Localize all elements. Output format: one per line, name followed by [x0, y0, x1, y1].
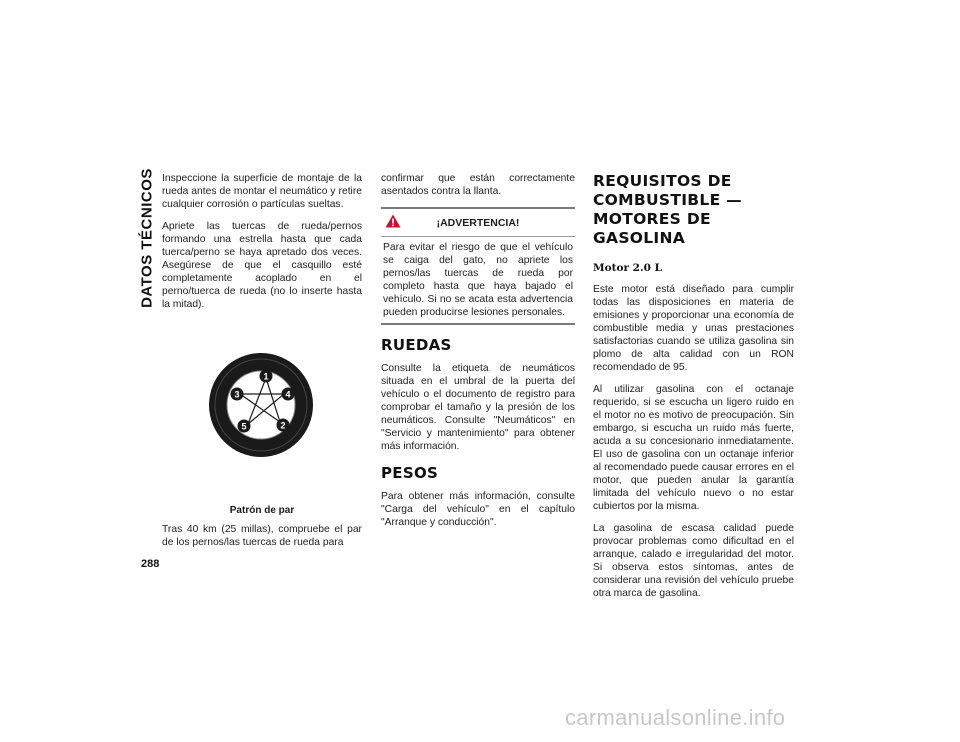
heading-pesos: PESOS [381, 464, 439, 482]
warning-triangle-icon [385, 214, 401, 228]
lug-number-3 [231, 388, 244, 401]
lug-number-4 [282, 388, 295, 401]
paragraph: confirmar que están correctamente asentados contra la llanta. [381, 173, 575, 197]
heading-fuel-requirements: REQUISITOS DE COMBUSTIBLE — MOTORES DE GASOLINA [593, 172, 742, 247]
lug-number-5 [238, 420, 251, 433]
lug-number-2 [277, 419, 290, 432]
svg-text:5: 5 [241, 421, 247, 432]
warning-box [381, 207, 575, 325]
heading-ruedas: RUEDAS [381, 336, 452, 354]
column-1-bottom [162, 523, 362, 549]
column-1 [162, 172, 362, 320]
paragraph: Apriete las tuercas de rueda/pernos formando una estrella hasta que cada tuerca/perno se haya apretado dos veces. Asegúrese de que el casquillo esté completamente acoplado en el perno/tuerca de rueda (no lo inserte hasta la mitad). [162, 221, 362, 310]
figure-caption: Patrón de par [229, 505, 295, 516]
paragraph: La gasolina de escasa calidad puede provocar problemas como dificultad en el arranque, calado e irregularidad del motor. Si observa estos síntomas, antes de considerar una revisión del vehículo pruebe otra marca de gasolina. [593, 523, 794, 599]
paragraph: Este motor está diseñado para cumplir todas las disposiciones en materia de emisiones y proporcionar una economía de combustible media y unas prestaciones satisfactorias cuando se utiliza gasolina sin plomo de alta calidad con un RON recomendado de 95. [593, 284, 794, 373]
torque-pattern-figure [206, 350, 316, 460]
lug-number-1 [260, 370, 273, 383]
svg-text:4: 4 [285, 389, 291, 400]
watermark: carmanualsonline.info [565, 705, 786, 730]
paragraph: Inspeccione la superficie de montaje de la rueda antes de montar el neumático y retire cualquier corrosión o partículas sueltas. [162, 173, 362, 210]
svg-text:3: 3 [234, 389, 240, 400]
warning-header [381, 209, 575, 237]
paragraph: Al utilizar gasolina con el octanaje requerido, si se escucha un ligero ruido en el motor no es motivo de preocupación. Sin embargo, si escucha un ruido más fuerte, acuda a su concesionario inmediatamente. El uso de gasolina con un octanaje inferior al recomendado puede causar errores en el motor, que pueden anular la garantía limitada del vehículo nuevo o no estar cubiertos por la misma. [593, 384, 794, 512]
page-number: 288 [141, 558, 160, 570]
section-title: DATOS TÉCNICOS [138, 168, 156, 308]
subheading-engine: Motor 2.0 L [593, 262, 662, 274]
column-2 [381, 172, 575, 538]
warning-text: Para evitar el riesgo de que el vehículo se caiga del gato, no apriete los pernos/las tuercas de rueda por completo hasta que haya bajado el vehículo. Si no se acata esta advertencia pueden producirse lesiones personales. [383, 242, 573, 318]
svg-text:1: 1 [263, 371, 269, 382]
paragraph: Para obtener más información, consulte "Carga del vehículo" en el capítulo "Arranque y conducción". [381, 491, 575, 528]
paragraph: Consulte la etiqueta de neumáticos situada en el umbral de la puerta del vehículo o el documento de registro para comprobar el tamaño y la presión de los neumáticos. Consulte "Neumáticos" en "Servicio y mantenimiento" para obtener más información. [381, 363, 575, 452]
paragraph: Tras 40 km (25 millas), compruebe el par de los pernos/las tuercas de rueda para [162, 524, 362, 548]
section-side-tab [138, 168, 156, 308]
warning-title: ¡ADVERTENCIA! [436, 217, 520, 229]
column-3 [593, 172, 794, 609]
svg-text:2: 2 [280, 420, 286, 431]
